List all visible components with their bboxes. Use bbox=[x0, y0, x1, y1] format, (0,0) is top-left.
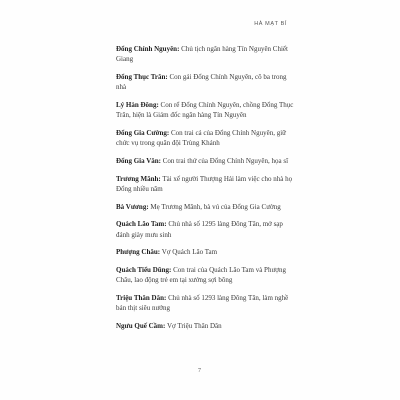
character-description: Con trai thứ của Đổng Chính Nguyên, họa sĩ bbox=[162, 157, 289, 165]
character-name: Đổng Gia Cường: bbox=[116, 129, 170, 137]
character-description: Chủ nhà số 1295 làng Đông Tân, mở sạp đánh giày mưu sinh bbox=[116, 220, 283, 239]
character-name: Quách Tiểu Dũng: bbox=[116, 265, 172, 274]
character-entry bbox=[116, 72, 294, 93]
character-entry bbox=[116, 156, 294, 166]
character-entry bbox=[116, 247, 294, 257]
character-name: Đổng Thục Trân: bbox=[116, 73, 168, 81]
character-entry bbox=[116, 100, 294, 121]
character-description: Vợ Quách Lão Tam bbox=[161, 248, 218, 257]
character-description: Con rể Đổng Chính Nguyên, chồng Đổng Thục Trân, hiện là Giám đốc ngân hàng Tín Nguyên bbox=[116, 101, 294, 120]
character-description: Mẹ Trương Mãnh, bà vú của Đổng Gia Cường bbox=[150, 202, 281, 211]
character-description: Con trai cả của Đổng Chính Nguyên, giữ chức vụ trong quân đội Trùng Khánh bbox=[116, 129, 286, 148]
character-description: Con gái Đổng Chính Nguyên, cô ba trong nhà bbox=[116, 73, 287, 92]
page-number: 7 bbox=[198, 368, 201, 374]
character-entry bbox=[116, 265, 294, 286]
character-entry bbox=[116, 202, 294, 212]
character-name: Ngưu Quế Cầm: bbox=[116, 321, 166, 330]
character-name: Đổng Chính Nguyên: bbox=[116, 45, 180, 53]
character-entry bbox=[116, 219, 294, 240]
character-name: Đổng Gia Văn: bbox=[116, 157, 161, 165]
character-name: Quách Lão Tam: bbox=[116, 220, 167, 229]
character-entry bbox=[116, 174, 294, 195]
running-header: HÀ MẠT BỈ bbox=[254, 21, 287, 27]
character-entry bbox=[116, 293, 294, 314]
character-entry bbox=[116, 321, 294, 331]
character-name: Trương Mãnh: bbox=[116, 174, 161, 183]
character-entry bbox=[116, 44, 294, 65]
character-description: Chủ nhà số 1293 làng Đông Tân, làm nghề bán thịt siêu nướng bbox=[116, 293, 289, 313]
character-description: Tài xế người Thượng Hải làm việc cho nhà họ Đổng nhiều năm bbox=[116, 174, 293, 193]
character-name: Phượng Châu: bbox=[116, 248, 161, 257]
character-name: Lý Hàn Đông: bbox=[116, 101, 159, 109]
character-name: Triệu Thân Dân: bbox=[116, 293, 167, 302]
character-name: Bà Vương: bbox=[116, 202, 149, 211]
character-description: Chủ tịch ngân hàng Tín Nguyên Chiết Giang bbox=[116, 45, 288, 64]
character-description: Vợ Triệu Thân Dân bbox=[166, 321, 222, 330]
character-entry bbox=[116, 128, 294, 149]
character-description: Con trai của Quách Lão Tam và Phượng Châu, lao động trẻ em tại xưởng sợi bông bbox=[116, 265, 286, 285]
character-list bbox=[116, 44, 294, 338]
